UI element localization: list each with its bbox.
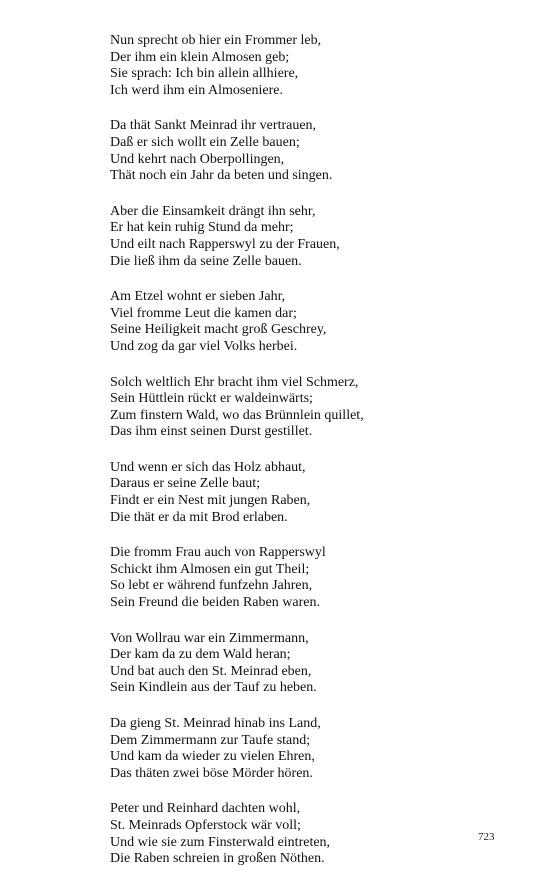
stanza-8 <box>110 631 530 697</box>
verse-line: Da gieng St. Meinrad hinab ins Land, <box>110 716 321 731</box>
verse-line: Das ihm einst seinen Durst gestillet. <box>110 424 313 440</box>
verse-line: Solch weltlich Ehr bracht ihm viel Schmerz, <box>110 374 359 390</box>
verse-line: Der kam da zu dem Wald heran; <box>110 647 291 663</box>
verse-line: Nun sprecht ob hier ein Frommer leb, <box>110 33 322 48</box>
verse-line: Von Wollrau war ein Zimmermann, <box>110 630 309 646</box>
verse-line: Sein Hüttlein rückt er waldeinwärts; <box>110 391 313 407</box>
verse-line: Thät noch ein Jahr da beten und singen. <box>110 168 333 184</box>
verse-line: Aber die Einsamkeit drängt ihn sehr, <box>110 203 316 219</box>
verse-line: Daß er sich wollt ein Zelle bauen; <box>110 134 300 150</box>
verse-line: Und bat auch den St. Meinrad eben, <box>110 663 312 679</box>
verse-line: Die ließ ihm da seine Zelle bauen. <box>110 253 302 269</box>
verse-line: Die Raben schreien in großen Nöthen. <box>110 851 325 867</box>
verse-line: Das thäten zwei böse Mörder hören. <box>110 765 313 781</box>
verse-line: Sein Kindlein aus der Tauf zu heben. <box>110 680 317 696</box>
stanza-2 <box>110 118 530 184</box>
verse-line: St. Meinrads Opferstock wär voll; <box>110 817 301 833</box>
verse-line: Und kam da wieder zu vielen Ehren, <box>110 749 315 765</box>
verse-line: Und kehrt nach Oberpollingen, <box>110 151 285 167</box>
verse-line: Dem Zimmermann zur Taufe stand; <box>110 732 311 748</box>
stanza-5 <box>110 375 530 441</box>
verse-line: Daraus er seine Zelle baut; <box>110 476 261 492</box>
verse-line: Seine Heiligkeit macht groß Geschrey, <box>110 322 327 338</box>
stanza-7 <box>110 545 530 611</box>
verse-line: Und wie sie zum Finsterwald eintreten, <box>110 834 331 850</box>
stanza-6 <box>110 460 530 526</box>
verse-line: Ich werd ihm ein Almoseniere. <box>110 82 284 98</box>
verse-line: Sein Freund die beiden Raben waren. <box>110 595 320 611</box>
verse-line: Viel fromme Leut die kamen dar; <box>110 305 297 321</box>
verse-line: So lebt er während funfzehn Jahren, <box>110 578 313 594</box>
verse-line: Und eilt nach Rapperswyl zu der Frauen, <box>110 236 340 252</box>
verse-line: Am Etzel wohnt er sieben Jahr, <box>110 289 286 305</box>
page-number: 723 <box>478 831 495 843</box>
verse-line: Und zog da gar viel Volks herbei. <box>110 338 298 354</box>
verse-line: Da thät Sankt Meinrad ihr vertrauen, <box>110 118 317 134</box>
stanza-4 <box>110 289 530 355</box>
stanza-1 <box>110 33 530 99</box>
verse-line: Sie sprach: Ich bin allein allhiere, <box>110 66 299 82</box>
verse-line: Peter und Reinhard dachten wohl, <box>110 801 301 817</box>
verse-line: Zum finstern Wald, wo das Brünnlein quillet, <box>110 407 364 423</box>
verse-line: Findt er ein Nest mit jungen Raben, <box>110 493 311 509</box>
verse-line: Der ihm ein klein Almosen geb; <box>110 49 290 65</box>
verse-line: Die thät er da mit Brod erlaben. <box>110 509 288 525</box>
verse-line: Er hat kein ruhig Stund da mehr; <box>110 220 294 236</box>
verse-line: Schickt ihm Almosen ein gut Theil; <box>110 561 310 577</box>
poem-text <box>110 33 530 887</box>
stanza-9 <box>110 716 530 782</box>
verse-line: Und wenn er sich das Holz abhaut, <box>110 459 306 475</box>
stanza-3 <box>110 204 530 270</box>
stanza-10 <box>110 801 530 867</box>
verse-line: Die fromm Frau auch von Rapperswyl <box>110 545 326 561</box>
